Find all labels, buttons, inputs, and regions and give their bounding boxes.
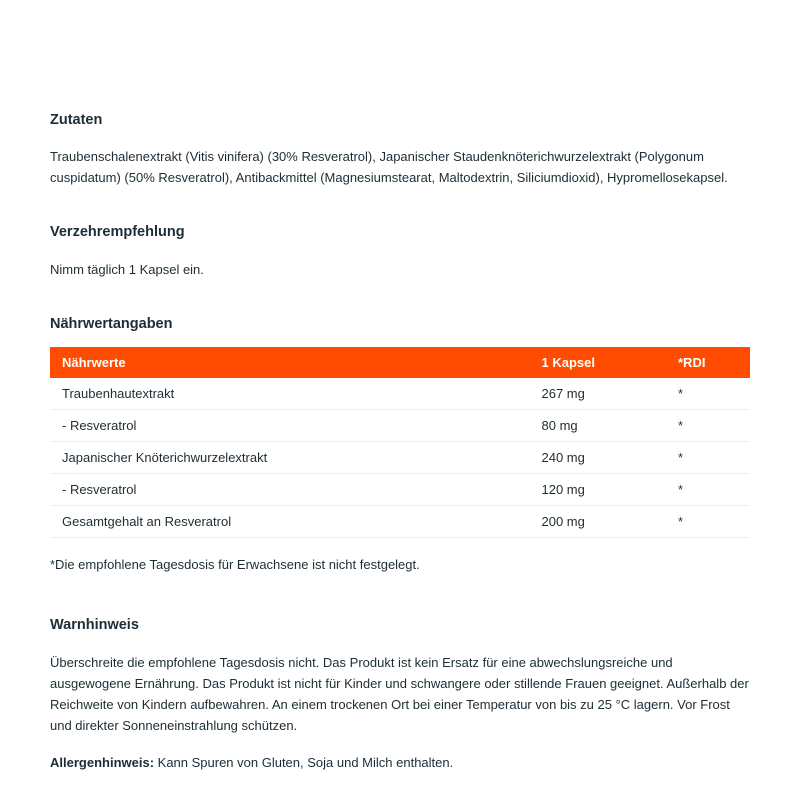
section-warning xyxy=(50,617,750,772)
consumption-title: Verzehrempfehlung xyxy=(50,224,185,241)
ingredients-text: Traubenschalenextrakt (Vitis vinifera) (30% Resveratrol), Japanischer Staudenknöterichwurzelextrakt (Polygonum cuspidatum) (50% Resveratrol), Antibackmittel (Magnesiumstearat, Maltodextrin, Siliciumdioxid), Hypromellosekapsel. xyxy=(50,149,728,186)
nutrition-title: Nährwertangaben xyxy=(50,315,173,332)
nutrient-rdi: * xyxy=(666,474,750,506)
warning-text: Überschreite die empfohlene Tagesdosis nicht. Das Produkt ist kein Ersatz für eine abwechslungsreiche und ausgewogene Ernährung. Das Produkt ist nicht für Kinder und schwangere oder stillende Frauen geeignet. Außerhalb der Reichweite von Kindern aufbewahren. An einem trockenen Ort bei einer Temperatur von bis zu 25 °C lagern. Vor Frost und direkter Sonneneinstrahlung schützen. xyxy=(50,654,749,733)
allergen-label: Allergenhinweis: xyxy=(50,754,155,770)
nutrient-amount: 80 mg xyxy=(530,410,667,442)
table-row xyxy=(50,474,750,506)
table-row xyxy=(50,506,750,538)
section-ingredients xyxy=(50,112,750,188)
nutrient-amount: 120 mg xyxy=(530,474,667,506)
nutrient-rdi: * xyxy=(666,442,750,474)
nutrient-name: - Resveratrol xyxy=(50,474,530,506)
table-row xyxy=(50,410,750,442)
allergen-line xyxy=(50,752,750,773)
col-header-rdi: *RDI xyxy=(666,347,750,378)
section-nutrition xyxy=(50,316,750,575)
nutrient-amount: 200 mg xyxy=(530,506,667,538)
section-consumption xyxy=(50,224,750,279)
nutrient-name: Traubenhautextrakt xyxy=(50,378,530,410)
table-row xyxy=(50,378,750,410)
nutrient-rdi: * xyxy=(666,410,750,442)
nutrient-name: Japanischer Knöterichwurzelextrakt xyxy=(50,442,530,474)
warning-title: Warnhinweis xyxy=(50,617,139,634)
allergen-text: Kann Spuren von Gluten, Soja und Milch enthalten. xyxy=(154,754,454,770)
nutrient-rdi: * xyxy=(666,378,750,410)
rdi-footnote: *Die empfohlene Tagesdosis für Erwachsene ist nicht festgelegt. xyxy=(50,557,420,573)
nutrient-amount: 267 mg xyxy=(530,378,667,410)
nutrition-table xyxy=(50,347,750,538)
nutrient-rdi: * xyxy=(666,506,750,538)
col-header-amount: 1 Kapsel xyxy=(530,347,667,378)
nutrient-name: Gesamtgehalt an Resveratrol xyxy=(50,506,530,538)
nutrient-name: - Resveratrol xyxy=(50,410,530,442)
col-header-nutrient: Nährwerte xyxy=(50,347,530,378)
table-row xyxy=(50,442,750,474)
nutrition-table-header-row xyxy=(50,347,750,378)
consumption-text: Nimm täglich 1 Kapsel ein. xyxy=(50,261,204,277)
ingredients-title: Zutaten xyxy=(50,112,103,128)
nutrient-amount: 240 mg xyxy=(530,442,667,474)
